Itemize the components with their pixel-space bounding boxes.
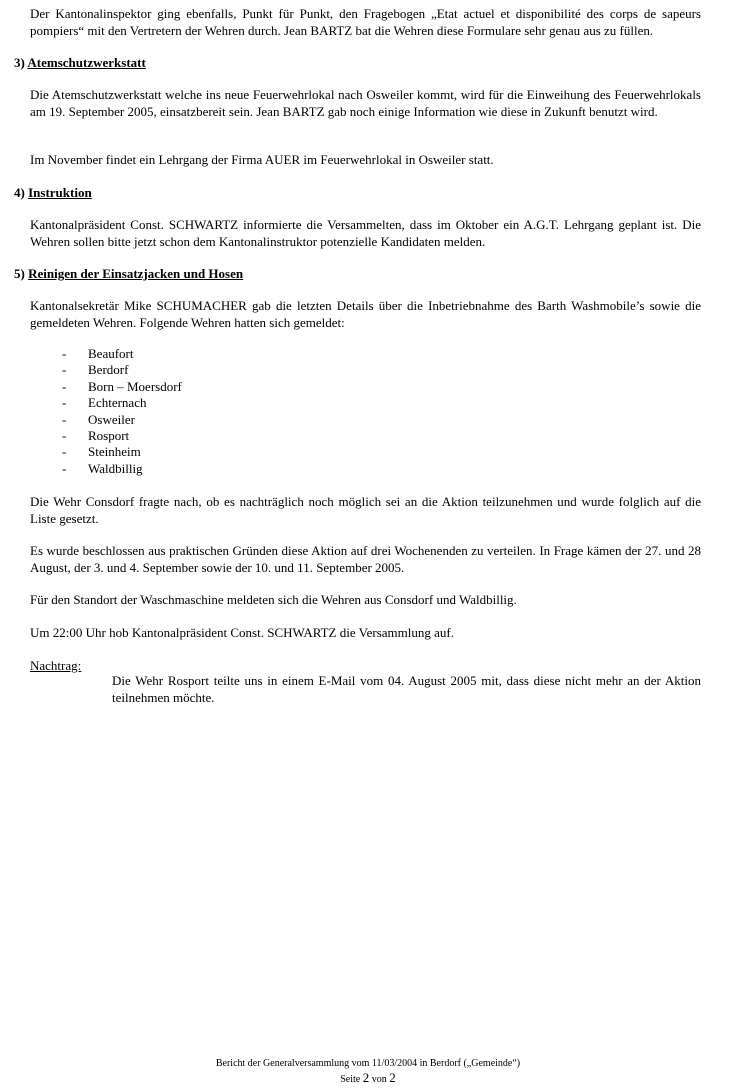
section-4-number: 4) [14,185,25,200]
section-5-paragraph-3: Es wurde beschlossen aus praktischen Gründen diese Aktion auf drei Wochenenden zu verteilen. In Frage kämen der 27. und 28 August, der 3. und 4. September sowie der 10. und 11. September 2005. [30,543,701,575]
list-dash: - [62,427,67,443]
footer-von-label: von [371,1074,387,1085]
list-dash: - [62,362,67,378]
list-dash: - [62,378,67,394]
list-dash: - [62,444,67,460]
list-item [62,346,182,362]
list-item [62,444,182,460]
nachtrag-label: Nachtrag: [30,658,82,673]
list-item [62,395,182,411]
section-3-number: 3) [14,55,25,70]
section-4-heading [14,185,92,202]
section-5-paragraph-2: Die Wehr Consdorf fragte nach, ob es nachträglich noch möglich sei an die Aktion teilzunehmen und wurde folglich auf die Liste gesetzt. [30,494,701,526]
section-5-paragraph-1: Kantonalsekretär Mike SCHUMACHER gab die letzten Details über die Inbetriebnahme des Barth Washmobile’s sowie die gemeldeten Wehren. Folgende Wehren hatten sich gemeldet: [30,298,701,330]
list-item-name: Echternach [88,395,147,411]
section-3-paragraph-2: Im November findet ein Lehrgang der Firma AUER im Feuerwehrlokal in Osweiler statt. [30,152,494,167]
footer-report-title: Bericht der Generalversammlung vom 11/03/2004 in Berdorf („Gemeinde“) [215,1058,521,1069]
section-5-heading [14,266,243,283]
list-item-name: Steinheim [88,444,141,460]
list-dash: - [62,346,67,361]
list-item-name: Born – Moersdorf [88,378,182,394]
footer-total-pages: 2 [389,1070,396,1085]
list-dash: - [62,460,67,476]
section-4-paragraph-1: Kantonalpräsident Const. SCHWARTZ informierte die Versammelten, dass im Oktober ein A.G.T. Lehrgang geplant ist. Die Wehren sollen bitte jetzt schon dem Kantonalinstruktor potenzielle Kandidaten melden. [30,217,701,249]
list-item-name: Waldbillig [88,460,143,476]
section-5-paragraph-5: Um 22:00 Uhr hob Kantonalpräsident Const. SCHWARTZ die Versammlung auf. [30,625,454,640]
list-dash: - [62,395,67,411]
footer-seite-label: Seite [340,1074,361,1085]
section-4-title: Instruktion [28,185,92,200]
list-item [62,428,182,444]
list-dash: - [62,411,67,427]
section-3-paragraph-1: Die Atemschutzwerkstatt welche ins neue Feuerwehrlokal nach Osweiler kommt, wird für die Einweihung des Feuerwehrlokals am 19. September 2005, einsatzbereit sein. Jean BARTZ gab noch einige Information wie diese in Zukunft benutzt wird. [30,87,701,119]
nachtrag-text: Die Wehr Rosport teilte uns in einem E-Mail vom 04. August 2005 mit, dass diese nicht mehr an der Aktion teilnehmen möchte. [112,673,701,705]
list-item [62,379,182,395]
list-item [62,412,182,428]
footer-page-number [0,1071,736,1086]
list-item-name: Osweiler [88,411,135,427]
footer-current-page: 2 [362,1070,370,1085]
section-3-title: Atemschutzwerkstatt [27,55,146,70]
intro-paragraph: Der Kantonalinspektor ging ebenfalls, Punkt für Punkt, den Fragebogen „Etat actuel et disponibilité des corps de sapeurs pompiers“ mit den Vertretern der Wehren durch. Jean BARTZ bat die Wehren diese Formulare sehr genau aus zu füllen. [30,6,701,38]
list-item-name: Berdorf [88,362,129,378]
list-item-name: Beaufort [88,346,134,361]
section-3-heading [14,55,146,72]
section-5-number: 5) [14,266,25,281]
registered-brigades-list [62,346,182,477]
section-5-paragraph-4: Für den Standort der Waschmaschine meldeten sich die Wehren aus Consdorf und Waldbillig. [30,592,517,607]
section-5-title: Reinigen der Einsatzjacken und Hosen [28,266,244,281]
list-item [62,461,182,477]
list-item-name: Rosport [88,427,130,443]
list-item [62,362,182,378]
